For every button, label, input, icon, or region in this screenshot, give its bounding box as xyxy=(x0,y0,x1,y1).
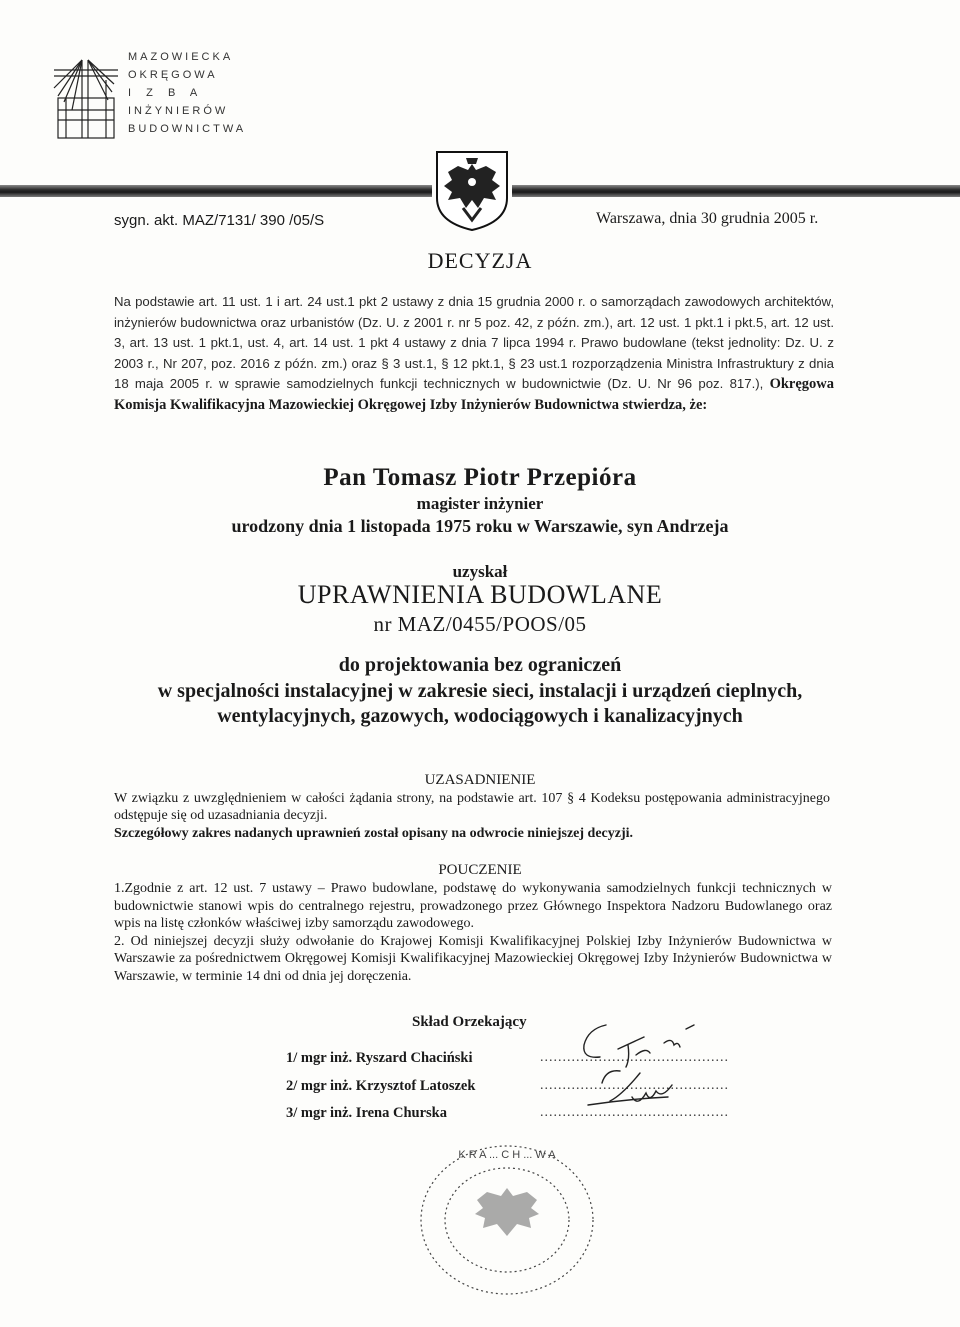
holder-name: Pan Tomasz Piotr Przepióra xyxy=(323,464,637,491)
eagle-emblem-icon xyxy=(433,150,511,232)
board-member: 2/ mgr inż. Krzysztof Latoszek xyxy=(286,1078,476,1094)
org-line: OKRĘGOWA xyxy=(128,69,218,81)
org-line: MAZOWIECKA xyxy=(128,51,234,63)
case-reference: sygn. akt. MAZ/7131/ 390 /05/S xyxy=(114,212,325,229)
place-and-date: Warszawa, dnia 30 grudnia 2005 r. xyxy=(596,210,819,227)
org-line: I Z B A xyxy=(128,87,201,99)
organization-name xyxy=(128,48,246,138)
signature-line: .......................................... xyxy=(540,1078,729,1093)
justification-note: Szczegółowy zakres nadanych uprawnień został opisany na odwrocie niniejszej decyzji. xyxy=(114,826,634,841)
bridge-logo-icon xyxy=(52,40,120,140)
holder-birth: urodzony dnia 1 listopada 1975 roku w Warszawie, syn Andrzeja xyxy=(231,516,729,536)
board-member: 3/ mgr inż. Irena Churska xyxy=(286,1105,447,1121)
permission-number: nr MAZ/0455/POOS/05 xyxy=(373,612,587,636)
scope-line: w specjalności instalacyjnej w zakresie sieci, instalacji i urządzeń cieplnych, xyxy=(157,680,803,702)
stamp-text: K R A ... C H ... W A xyxy=(458,1149,556,1161)
board-member: 1/ mgr inż. Ryszard Chaciński xyxy=(286,1050,473,1066)
board-title: Skład Orzekający xyxy=(412,1014,527,1030)
band-right xyxy=(512,185,960,197)
instruction-paragraph: 1.Zgodnie z art. 12 ust. 7 ustawy – Prawo budowlane, podstawę do wykonywania samodzielnych funkcji technicznych w budownictwie stanowi wpis do centralnego rejestru, prowadzonego przez Głównego Inspektora Nadzoru Budowlanego oraz wpis na listę członków właściwej izby samorządu zawodowego. xyxy=(114,881,832,931)
legal-basis xyxy=(114,292,834,415)
holder-degree: magister inżynier xyxy=(416,494,544,513)
document-title: DECYZJA xyxy=(427,248,533,273)
org-line: INŻYNIERÓW xyxy=(128,105,229,117)
scope-line: do projektowania bez ograniczeń xyxy=(338,654,622,676)
justification-text: W związku z uwzględnieniem w całości żądania strony, na podstawie art. 107 § 4 Kodeksu postępowania administracyjnego odstępuje się od uzasadniania decyzji. xyxy=(114,791,830,823)
signature-line: .......................................... xyxy=(540,1050,729,1065)
band-left xyxy=(0,185,432,197)
permission-title: UPRAWNIENIA BUDOWLANE xyxy=(297,580,663,609)
signature-line: .......................................... xyxy=(540,1105,729,1120)
round-seal-stamp xyxy=(412,1138,602,1298)
instruction-text xyxy=(114,880,832,985)
org-line: BUDOWNICTWA xyxy=(128,123,247,135)
justification-title: UZASADNIENIE xyxy=(424,772,536,788)
obtained-label: uzyskał xyxy=(452,562,508,581)
handwritten-signature xyxy=(536,1005,736,1135)
legal-basis-bold: Okręgowa Komisja Kwalifikacyjna Mazowieckiej Okręgowej Izby Inżynierów Budownictwa stwierdza, że: xyxy=(114,376,834,413)
legal-basis-text: Na podstawie art. 11 ust. 1 i art. 24 ust.1 pkt 2 ustawy z dnia 15 grudnia 2000 r. o samorządach zawodowych architektów, inżynierów budownictwa oraz urbanistów (Dz. U. z 2001 r. nr 5 poz. 42, z późn. zm.), art. 12 ust. 1 pkt.1 i pkt.5, art. 12 ust. 3, art. 13 ust. 1 pkt.1, ust. 4, art. 14 ust. 1 pkt 4 ustawy z dnia 7 lipca 1994 r. Prawo budowlane (tekst jednolity: Dz. U. z 2003 r., Nr 207, poz. 2016 z późn. zm.) oraz § 3 ust.1, § 12 pkt.1, § 23 ust.1 rozporządzenia Ministra Infrastruktury z dnia 18 maja 2005 r. w sprawie samodzielnych funkcji technicznych w budownictwie (Dz. U. Nr 96 poz. 817.), xyxy=(114,294,834,391)
scope-line: wentylacyjnych, gazowych, wodociągowych i kanalizacyjnych xyxy=(217,705,743,727)
instruction-title: POUCZENIE xyxy=(438,862,522,878)
instruction-paragraph: 2. Od niniejszej decyzji służy odwołanie do Krajowej Komisji Kwalifikacyjnej Polskiej Izby Inżynierów Budownictwa w Warszawie za pośrednictwem Okręgowej Komisji Kwalifikacyjnej Mazowieckiej Okręgowej Izby Inżynierów Budownictwa w Warszawie, w terminie 14 dni od dnia jej doręczenia. xyxy=(114,933,832,984)
